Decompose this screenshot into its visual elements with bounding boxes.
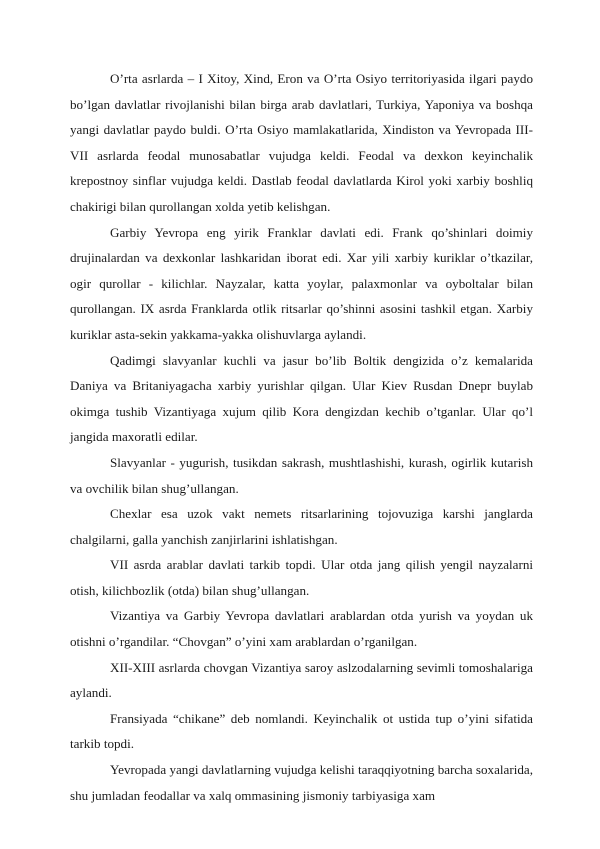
paragraph-8: XII-XIII asrlarda chovgan Vizantiya saroy aslzodalarning sevimli tomoshalariga aylandi.: [70, 659, 533, 701]
paragraph-3: Qadimgi slavyanlar kuchli va jasur bo’lib Boltik dengizida o’z kemalarida Daniya va Britaniyagacha xarbiy yurishlar qilgan. Ular Kiev Rusdan Dnepr buylab okimga tushib Vizantiyaga xujum qilib Kora dengizdan kechib o’tganlar. Ular qo’l jangida maxoratli edilar.: [70, 352, 533, 445]
paragraph-5: Chexlar esa uzok vakt nemets ritsarlarining tojovuziga karshi janglarda chalgilarni, galla yanchish zanjirlarini ishlatishgan.: [70, 506, 533, 547]
paragraph-4: Slavyanlar - yugurish, tusikdan sakrash, mushtlashishi, kurash, ogirlik kutarish va ovchilik bilan shug’ullangan.: [70, 454, 533, 496]
paragraph-9: Fransiyada “chikane” deb nomlandi. Keyinchalik ot ustida tup o’yini sifatida tarkib topdi.: [70, 710, 533, 752]
document-body: [70, 66, 533, 808]
paragraph-1: O’rta asrlarda – I Xitoy, Xind, Eron va O’rta Osiyo territoriyasida ilgari paydo bo’lgan davlatlar rivojlanishi bilan birga arab davlatlari, Turkiya, Yaponiya va boshqa yangi davlatlar paydo buldi. O’rta Osiyo mamlakatlarida, Xindiston va Yevropada III-VII asrlarda feodal munosabatlar vujudga keldi. Feodal va dexkon keyinchalik krepostnoy sinflar vujudga keldi. Dastlab feodal davlatlarda Kirol yoki xarbiy boshliq chakirigi bilan qurollangan xolda yetib kelishgan.: [70, 71, 533, 214]
paragraph-10: Yevropada yangi davlatlarning vujudga kelishi taraqqiyotning barcha soxalarida, shu jumladan feodallar va xalq ommasining jismoniy tarbiyasiga xam: [70, 762, 533, 803]
paragraph-6: VII asrda arablar davlati tarkib topdi. Ular otda jang qilish yengil nayzalarni otish, kilichbozlik (otda) bilan shug’ullangan.: [70, 557, 533, 598]
paragraph-7: Vizantiya va Garbiy Yevropa davlatlari arablardan otda yurish va yoydan uk otishni o’rgandilar. “Chovgan” o’yini xam arablardan o’rganilgan.: [70, 608, 533, 650]
paragraph-2: Garbiy Yevropa eng yirik Franklar davlati edi. Frank qo’shinlari doimiy drujinalardan va dexkonlar lashkaridan iborat edi. Xar yili xarbiy kuriklar o’tkazilar, ogir qurollar - kilichlar. Nayzalar, katta yoylar, palaxmonlar va oyboltalar bilan qurollangan. IX asrda Franklarda otlik ritsarlar qo’shinni asosini tashkil etgan. Xarbiy kuriklar asta-sekin yakkama-yakka olishuvlarga aylandi.: [70, 224, 533, 342]
